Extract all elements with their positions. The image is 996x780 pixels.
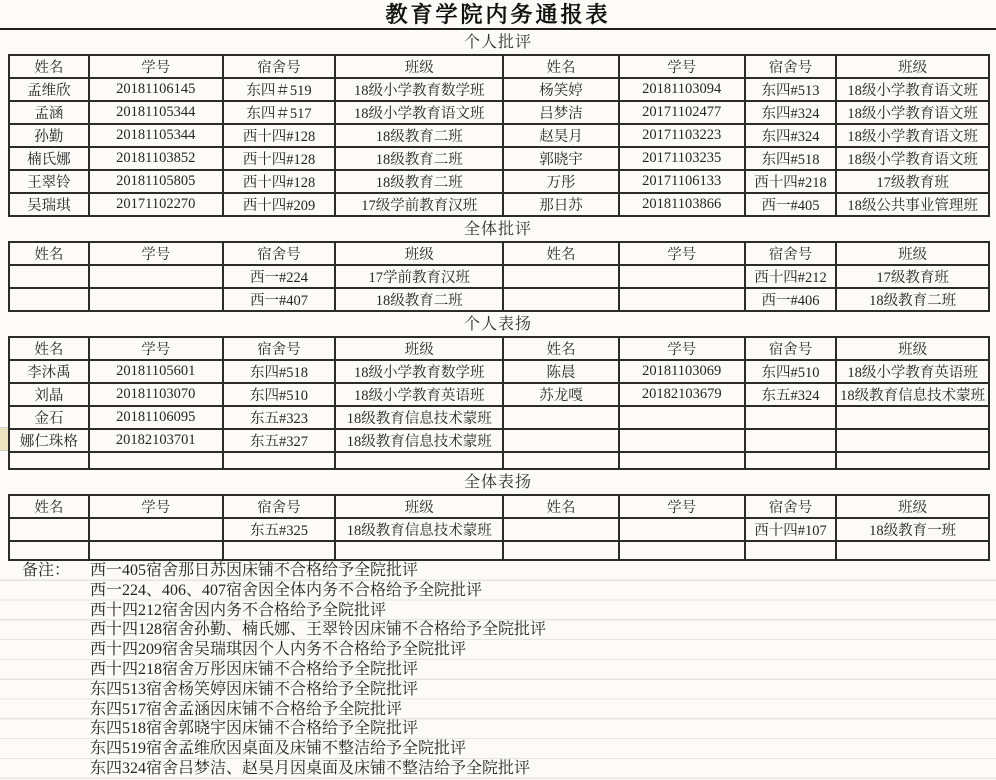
column-header: 宿舍号 — [223, 55, 336, 78]
column-header: 姓名 — [9, 495, 89, 518]
header-row — [9, 495, 989, 518]
column-header: 班级 — [335, 242, 503, 265]
cell: 18级教育信息技术蒙班 — [335, 518, 503, 541]
table-group-praise — [8, 494, 990, 561]
section-title-group-praise: 全体表扬 — [463, 474, 532, 491]
cell — [9, 452, 89, 469]
table-row — [9, 124, 989, 147]
column-header: 学号 — [89, 495, 223, 518]
cell: 20181105344 — [89, 101, 223, 124]
note-line: 西十四209宿舍吴瑞琪因个人内务不合格给予全院批评 — [90, 641, 467, 659]
cell — [836, 452, 989, 469]
cell — [745, 541, 837, 560]
cell — [89, 518, 223, 541]
cell: 20171106133 — [619, 170, 745, 193]
cell — [836, 541, 989, 560]
cell: 西一#224 — [223, 265, 336, 288]
cell: 楠氏娜 — [9, 147, 89, 170]
cell: 18级小学教育语文班 — [836, 124, 989, 147]
section-group-praise — [0, 470, 996, 561]
column-header: 宿舍号 — [745, 55, 837, 78]
table-row — [9, 429, 989, 452]
cell: 20171102270 — [89, 193, 223, 216]
column-header: 班级 — [335, 495, 503, 518]
cell: 17级学前教育汉班 — [335, 193, 503, 216]
cell: 杨笑婷 — [503, 78, 619, 101]
cell: 李沐禹 — [9, 360, 89, 383]
section-title-group-criticism: 全体批评 — [463, 221, 532, 238]
column-header: 姓名 — [503, 495, 619, 518]
column-header: 学号 — [89, 242, 223, 265]
table-row — [9, 193, 989, 216]
table-row — [9, 78, 989, 101]
notes-label: 备注： — [22, 562, 71, 579]
note-line: 东四324宿舍吕梦洁、赵昊月因桌面及床铺不整洁给予全院批评 — [90, 759, 531, 777]
cell: 东四#518 — [223, 360, 336, 383]
cell: 18级教育一班 — [836, 518, 989, 541]
cell: 孙勤 — [9, 124, 89, 147]
cell: 18级教育二班 — [335, 124, 503, 147]
cell: 苏龙嘎 — [503, 383, 619, 406]
cell: 18级小学教育语文班 — [836, 78, 989, 101]
cell: 赵昊月 — [503, 124, 619, 147]
note-line: 西十四212宿舍因内务不合格给予全院批评 — [90, 601, 387, 619]
cell: 刘晶 — [9, 383, 89, 406]
cell: 20182103679 — [619, 383, 745, 406]
cell — [335, 452, 503, 469]
section-title-personal-praise: 个人表扬 — [463, 316, 532, 333]
column-header: 姓名 — [9, 242, 89, 265]
cell — [503, 518, 619, 541]
table-row — [9, 360, 989, 383]
page-title: 教育学院内务通报表 — [0, 0, 996, 30]
column-header: 学号 — [619, 495, 745, 518]
column-header: 宿舍号 — [745, 337, 837, 360]
cell: 20181103069 — [619, 360, 745, 383]
table-row — [9, 101, 989, 124]
table-row — [9, 265, 989, 288]
column-header: 姓名 — [503, 242, 619, 265]
cell — [9, 265, 89, 288]
cell — [9, 288, 89, 311]
sections — [0, 30, 996, 561]
cell: 20171102477 — [619, 101, 745, 124]
cell — [503, 265, 619, 288]
cell: 郭晓宇 — [503, 147, 619, 170]
cell — [9, 541, 89, 560]
column-header: 学号 — [89, 55, 223, 78]
column-header: 班级 — [836, 55, 989, 78]
column-header: 班级 — [836, 242, 989, 265]
cell: 18级教育二班 — [335, 288, 503, 311]
cell — [619, 265, 745, 288]
cell — [89, 541, 223, 560]
cell: 18级教育信息技术蒙班 — [836, 383, 989, 406]
cell — [9, 518, 89, 541]
cell: 东四＃519 — [223, 78, 336, 101]
cell — [89, 288, 223, 311]
cell: 那日苏 — [503, 193, 619, 216]
column-header: 班级 — [836, 495, 989, 518]
column-header: 宿舍号 — [223, 337, 336, 360]
cell: 18级教育二班 — [335, 147, 503, 170]
cell: 18级教育二班 — [836, 288, 989, 311]
cell: 东五#324 — [745, 383, 837, 406]
table-row — [9, 383, 989, 406]
cell: 西十四#209 — [223, 193, 336, 216]
cell — [745, 429, 837, 452]
cell — [745, 452, 837, 469]
cell: 东四＃517 — [223, 101, 336, 124]
cell — [223, 452, 336, 469]
table-row — [9, 170, 989, 193]
cell: 孟维欣 — [9, 78, 89, 101]
column-header: 宿舍号 — [745, 495, 837, 518]
note-line: 东四519宿舍孟维欣因桌面及床铺不整洁给予全院批评 — [90, 740, 467, 758]
cell: 西十四#107 — [745, 518, 837, 541]
cell: 20171103235 — [619, 147, 745, 170]
table-row — [9, 288, 989, 311]
column-header: 姓名 — [9, 337, 89, 360]
table-row — [9, 541, 989, 560]
cell — [89, 452, 223, 469]
cell: 东五#323 — [223, 406, 336, 429]
cell: 18级公共事业管理班 — [836, 193, 989, 216]
column-header: 学号 — [619, 242, 745, 265]
cell: 20181105805 — [89, 170, 223, 193]
table-group-criticism — [8, 241, 990, 312]
cell — [619, 429, 745, 452]
column-header: 姓名 — [503, 337, 619, 360]
section-personal-criticism — [0, 30, 996, 217]
cell — [335, 541, 503, 560]
column-header: 宿舍号 — [745, 242, 837, 265]
column-header: 学号 — [619, 337, 745, 360]
cell: 西十四#128 — [223, 124, 336, 147]
cell: 20181105601 — [89, 360, 223, 383]
cell — [503, 541, 619, 560]
cell — [503, 452, 619, 469]
cell: 东四#513 — [745, 78, 837, 101]
cell: 东四#324 — [745, 101, 837, 124]
cell — [836, 429, 989, 452]
note-line: 东四518宿舍郭晓宇因床铺不合格给予全院批评 — [90, 720, 419, 738]
cell — [89, 265, 223, 288]
cell: 东五#327 — [223, 429, 336, 452]
cell — [619, 541, 745, 560]
cell: 东四#518 — [745, 147, 837, 170]
cell: 17级教育班 — [836, 170, 989, 193]
column-header: 班级 — [836, 337, 989, 360]
cell: 万彤 — [503, 170, 619, 193]
note-line: 西一405宿舍那日苏因床铺不合格给予全院批评 — [90, 562, 419, 579]
section-title-personal-criticism: 个人批评 — [463, 34, 532, 51]
cell: 20181106145 — [89, 78, 223, 101]
note-line: 西一224、406、407宿舍因全体内务不合格给予全院批评 — [90, 581, 483, 599]
cell — [619, 452, 745, 469]
table-row — [9, 518, 989, 541]
column-header: 学号 — [89, 337, 223, 360]
cell — [836, 406, 989, 429]
cell — [503, 288, 619, 311]
cell: 王翠铃 — [9, 170, 89, 193]
highlight-cell — [0, 427, 8, 451]
table-row — [9, 406, 989, 429]
cell: 17学前教育汉班 — [335, 265, 503, 288]
cell: 陈晨 — [503, 360, 619, 383]
cell — [619, 288, 745, 311]
cell: 18级小学教育语文班 — [335, 101, 503, 124]
section-personal-praise — [0, 312, 996, 470]
cell — [745, 406, 837, 429]
cell: 18级教育二班 — [335, 170, 503, 193]
cell: 吕梦洁 — [503, 101, 619, 124]
cell — [223, 541, 336, 560]
column-header: 姓名 — [9, 55, 89, 78]
cell: 18级教育信息技术蒙班 — [335, 406, 503, 429]
cell: 20181103852 — [89, 147, 223, 170]
cell — [619, 406, 745, 429]
note-line: 东四517宿舍孟涵因床铺不合格给予全院批评 — [90, 700, 403, 718]
section-group-criticism — [0, 217, 996, 312]
cell: 东四#324 — [745, 124, 837, 147]
cell: 20171103223 — [619, 124, 745, 147]
cell: 18级小学教育英语班 — [836, 360, 989, 383]
table-row — [9, 147, 989, 170]
header-row — [9, 242, 989, 265]
cell: 西一#407 — [223, 288, 336, 311]
cell — [503, 429, 619, 452]
cell: 西一#405 — [745, 193, 837, 216]
cell: 娜仁珠格 — [9, 429, 89, 452]
cell: 20181106095 — [89, 406, 223, 429]
cell: 18级小学教育语文班 — [836, 147, 989, 170]
cell: 东四#510 — [223, 383, 336, 406]
cell: 吴瑞琪 — [9, 193, 89, 216]
column-header: 宿舍号 — [223, 495, 336, 518]
cell: 金石 — [9, 406, 89, 429]
cell: 20181103094 — [619, 78, 745, 101]
cell: 18级小学教育数学班 — [335, 360, 503, 383]
cell: 孟涵 — [9, 101, 89, 124]
cell — [503, 406, 619, 429]
column-header: 宿舍号 — [223, 242, 336, 265]
cell: 18级小学教育语文班 — [836, 101, 989, 124]
cell: 东五#325 — [223, 518, 336, 541]
table-personal-praise — [8, 336, 990, 470]
cell: 20181103070 — [89, 383, 223, 406]
cell: 20181103866 — [619, 193, 745, 216]
note-line: 西十四128宿舍孙勤、楠氏娜、王翠铃因床铺不合格给予全院批评 — [90, 621, 547, 639]
notes-list — [90, 561, 996, 779]
notes-section — [0, 561, 996, 780]
table-personal-criticism — [8, 54, 990, 217]
cell: 西十四#218 — [745, 170, 837, 193]
header-row — [9, 337, 989, 360]
cell: 18级教育信息技术蒙班 — [335, 429, 503, 452]
table-row — [9, 452, 989, 469]
note-line: 西十四218宿舍万彤因床铺不合格给予全院批评 — [90, 660, 419, 678]
column-header: 班级 — [335, 55, 503, 78]
cell: 西十四#128 — [223, 147, 336, 170]
header-row — [9, 55, 989, 78]
column-header: 班级 — [335, 337, 503, 360]
cell: 17级教育班 — [836, 265, 989, 288]
cell: 西十四#128 — [223, 170, 336, 193]
cell — [619, 518, 745, 541]
cell: 西十四#212 — [745, 265, 837, 288]
cell: 西一#406 — [745, 288, 837, 311]
cell: 20182103701 — [89, 429, 223, 452]
cell: 东四#510 — [745, 360, 837, 383]
cell: 20181105344 — [89, 124, 223, 147]
note-line: 东四513宿舍杨笑婷因床铺不合格给予全院批评 — [90, 680, 419, 698]
cell: 18级小学教育英语班 — [335, 383, 503, 406]
cell: 18级小学教育数学班 — [335, 78, 503, 101]
column-header: 学号 — [619, 55, 745, 78]
column-header: 姓名 — [503, 55, 619, 78]
